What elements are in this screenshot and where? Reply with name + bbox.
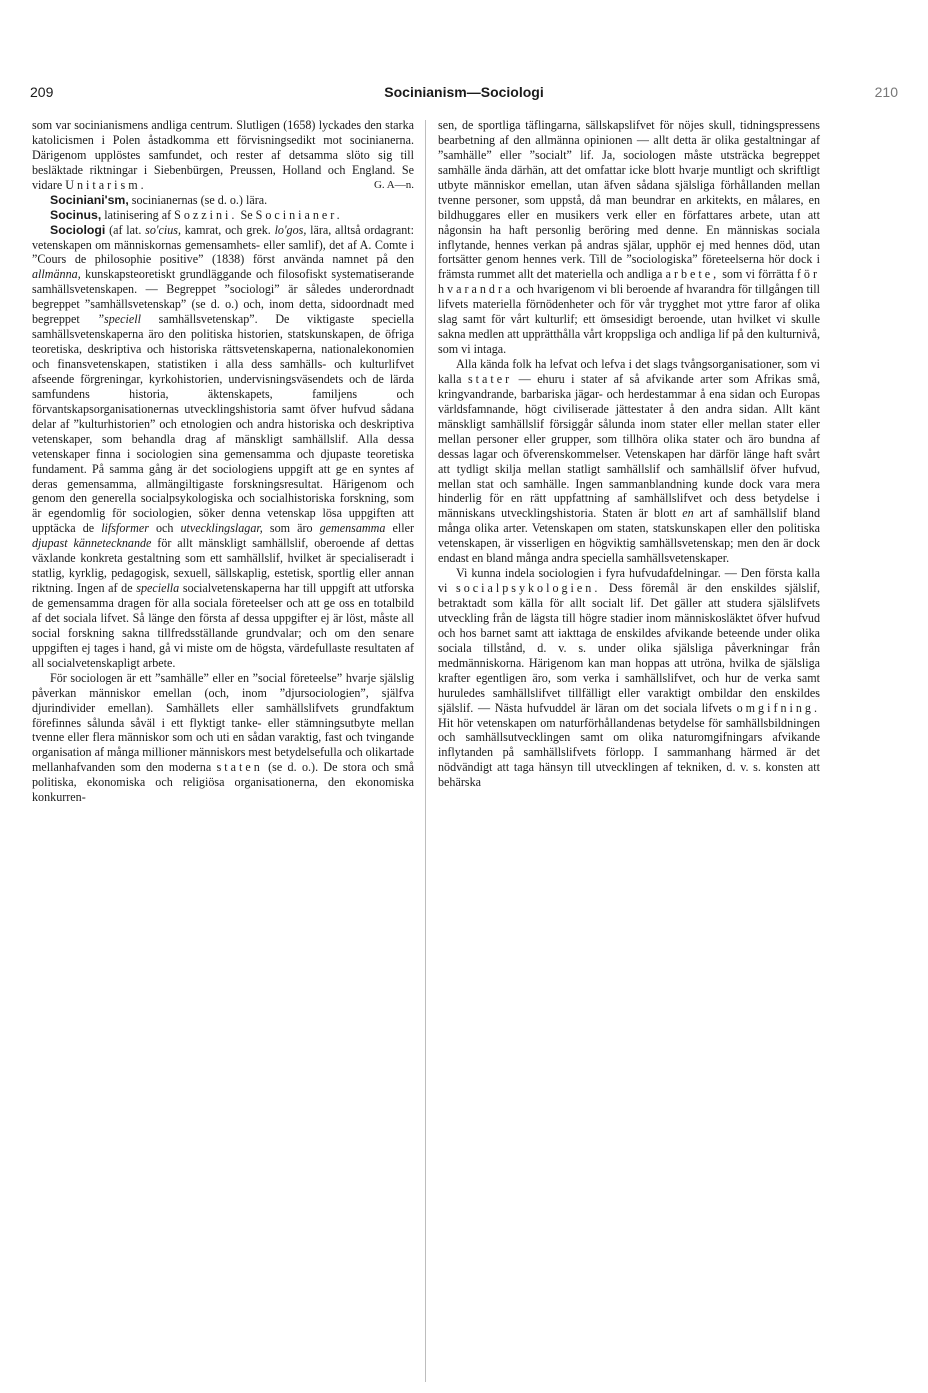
running-header	[30, 84, 898, 104]
text-run: stater	[467, 371, 513, 386]
paragraph-konkurrensen	[438, 118, 820, 357]
cross-reference: Socinianer.	[255, 207, 343, 222]
text-run: socialpsykologien.	[455, 581, 601, 596]
text-run: (se d. o.). De stora och små politiska, ekonomiska och religiösa organisationerna, den ekonomiska konkurren-	[32, 760, 414, 805]
running-title: Socinianism—Sociologi	[384, 84, 544, 100]
right-column	[438, 118, 820, 790]
entry-socinus	[32, 208, 414, 223]
text-run: socialvetenskaperna har till uppgift att utforska de gemensamma dragen för alla sociala företeelser och att ge oss en totalbild af det sociala lifvet. Så länge den första af dessa uppgifter ej är löst, måste all social forskning sakna tillfredsställande grundvalar; och om den senare uppgiften ej tages i hand, gå vi miste om de högsta, värdefullaste resultaten af all socialvetenskapligt arbete.	[32, 581, 414, 670]
column-divider	[425, 120, 426, 1382]
text-run: ”speciell	[97, 312, 141, 327]
text-run: Sozzini.	[174, 207, 238, 222]
text-run: eller	[385, 521, 414, 536]
entry-headword: Socinus,	[50, 207, 102, 222]
text-run: (af lat.	[105, 222, 146, 237]
paragraph-stater	[438, 357, 820, 566]
paragraph-samhalle	[32, 671, 414, 805]
text-run: Alla kända folk ha lefvat och lefva i det slags tvångsorganisationer, som vi kalla	[438, 357, 820, 386]
text-run: allmänna,	[32, 267, 81, 282]
text-run: omgifning.	[736, 700, 820, 715]
text-run: arbete,	[665, 267, 720, 282]
text-run: för hvarandra	[438, 267, 821, 297]
right-page-number: 210	[874, 84, 898, 100]
text-run: lära, alltså ordagrant: vetenskapen om människornas gemensamhets- eller samlif), det af A. Comte i ”Cours de philosophie positive” (1838) först använda namnet på den	[32, 222, 415, 267]
text-run: För sociologen är ett ”samhälle” eller en ”social företeelse” hvarje själslig påverkan människor emellan (och, inom ”djursociologien”, själfva djurindivider emellan). Samhällets eller samhällslifvets grundfaktum förefinnes sålunda såväl i ett flyktigt tanke- eller stämningsutbyte mellan tvenne eller flera människor som och uti en sådan varaktig, fast och tvingande organisation af många millioner människors mest betydelsefulla och olikartade mellanhafvanden som den moderna	[32, 670, 414, 775]
entry-sociologi	[32, 223, 414, 671]
author-signature: G. A—n.	[373, 178, 414, 191]
entry-headword: Sociniani'sm,	[50, 192, 129, 207]
text-run: lifsformer	[101, 521, 149, 536]
text-run: och hvarigenom vi bli beroende af hvarandra för tillgången till lifvets materiella förnödenheter och för vår trygghet mot yttre faror af olika slag samt för vårt kulturlif; ett ömsesidigt beroende, utan hvilket vi skulle sakna medlen att upprätthålla vårt kroppsliga och andliga lif på den kulturnivå, som vi intaga.	[438, 282, 820, 357]
socinianism-continuation	[32, 118, 414, 193]
text-run: en	[682, 506, 694, 521]
text-run: Se	[237, 207, 256, 222]
text-run: so'cius,	[145, 222, 181, 237]
text-run: kunskapsteoretiskt grundläggande och filosofiskt systematiserande samhällsvetenskapen. — Begreppet ”sociologi” är således underordnadt begreppet ”samhällsvetenskap” (se d. o.) och, inom detta, sidoordnadt med begreppet	[32, 267, 414, 327]
text-run: gemensamma	[319, 521, 386, 536]
text-run: speciella	[136, 581, 180, 596]
text-run: socinianernas (se d. o.) lära.	[128, 192, 268, 207]
text-run: Dess föremål är den enskildes själslif, betraktadt som källa för allt socialt lif. Det gäller att studera själslifvets utveckling från de lägsta till högre stadier inom människosläktet öfver hufvud och hos barnet samt att iakttaga de enskildes afvikande beteende under olika sociala tillstånd, d. v. s. under olika själsliga påverkningar från medmänniskorna. Härigenom kan man hoppas att utröna, hvilka de själsliga krafter egentligen äro, som verka i samhällslifvet, och hur de verka samt huruledes samhällslifvet tillfälligt eller varaktigt ombildar den enskildes själslif. — Nästa hufvuddel är läran om det sociala lifvets	[438, 581, 820, 715]
text-run: som vi förrätta	[719, 267, 797, 282]
text-run: lo'gos,	[274, 222, 307, 237]
entry-headword: Sociologi	[50, 222, 106, 237]
left-column	[32, 118, 414, 805]
text-run: Vi kunna indela sociologien i fyra hufvudafdelningar. — Den första kalla vi	[438, 566, 820, 596]
text-run: — ehuru i stater af så afvikande arter som Afrikas små, kringvandrande, barbariska jägar- och herdestammar å ena sidan och Europas världsfamnande, högt civiliserade jättestater å den andra sidan. Allt känt mänskligt samhällslif försiggår sålunda inom stater eller mellan stater eller mellan personer eller grupper, som tillhöra olika stater och äro bundna af dessas lagar och öfverenskommelser. Vetenskapen har därför länge haft svårt att tydligt skilja mellan statligt samhällslif och samhällslif öfver hufvud, mellan stat och samhälle. Ingen sammanblandning kunde dock vara mera hinderlig för en rätt uppfattning af samhällslifvet och dess betydelse i människans utvecklingshistoria. Staten är blott	[438, 371, 820, 521]
text-run: djupast kännetecknande	[32, 536, 152, 551]
text-run: och	[148, 521, 181, 536]
text-run: som var socinianismens andliga centrum. Slutligen (1658) lyckades den starka katolicismen i Polen åstadkomma ett förvisningsedikt mot socinianerna. Därigenom upplöstes samfundet, och rester af detsamma slöto sig till besläktade riktningar i Siebenbürgen, Preussen, Holland och England. Se vidare	[32, 118, 414, 192]
paragraph-indelning	[438, 566, 820, 790]
text-run: för allt mänskligt samhällslif, oberoende af dettas växlande konkreta gestaltning som ett samhällslif, hvilket är specialiseradt i statlig, kyrklig, pedagogisk, sexuell, sällskaplig, estetisk, sportlig eller annan riktning. Ingen af de	[32, 536, 414, 596]
text-run: kamrat, och grek.	[180, 222, 275, 237]
text-run: staten	[216, 760, 263, 775]
text-run: latinisering af	[101, 207, 175, 222]
text-run: utvecklingslagar,	[180, 521, 263, 536]
text-run: Hit hör vetenskapen om naturförhållandenas betydelse för samhällsbildningen och samhällsutvecklingen samt om olika naturomgifningars afvikande inflytanden på samhällslifvets förlopp. I sammanhang härmed är det nödvändigt att taga hänsyn till utvecklingen af tekniken, d. v. s. konsten att behärska	[438, 715, 820, 790]
text-run: sen, de sportliga täflingarna, sällskapslifvet för nöjes skull, tidningspressens bearbetning af den allmänna opinionen — allt detta är olika gestaltningar af ”samhälle” eller ”socialt” lif. Ja, sociologen måste utsträcka begreppet samhälle ända därhän, att det omfattar icke blott hvarje muntligt och skriftligt utbyte människor emellan, utan äfven sådana själsliga förhållanden mellan tvenne personer, som uppstå, då man beundrar en arkitekts, en målares, en bildhuggares eller en musikers verk eller en författares arbete, utan att någonsin ha haft personlig beröring med denne. En människas sociala inflytande, hennes verkan på andras själar, upphör ej med hennes död, utan fortsätter genom hennes verk. Till de ”sociologiska” företeelserna hör dock i främsta rummet allt det materiella och andliga	[438, 118, 820, 282]
entry-socinianism	[32, 193, 414, 208]
left-page-number: 209	[30, 84, 54, 100]
text-run: som äro	[262, 521, 320, 536]
text-run: art af samhällslif bland många olika arter. Vetenskapen om staten, statskunskapen eller den politiska vetenskapen, är visserligen en högviktig samhällsvetenskap; men den är dock endast en bland många andra speciella samhällsvetenskaper.	[438, 506, 820, 566]
cross-reference: Unitarism.	[65, 177, 147, 192]
text-run: samhällsvetenskap”. De viktigaste speciella samhällsvetenskaperna äro den politiska historien, statskunskapen, de öfriga teoretiska, deskriptiva och historiska rättsvetenskaperna, nationalekonomien och finansvetenskapen, statistiken i alla dess samhälls- och kulturlifvet afseende förgreningar, kyrkohistorien, undervisningsväsendets och de lärda samfundens historia, äktenskapets, familjens och förvantskapsorganisationernas utvecklingshistoria samt öfver hufvud sådana delar af ”kulturhistorien” och etnologien och andra historiska och deskriptiva vetenskaper, som behandla drag af mänskligt samhällslif. Alla dessa vetenskaper finna i sociologien sina gemensamma och djupaste teoretiska fundament. På samma gång är det sociologiens uppgift att ge en syntes af deras gemensamma, allmängiltigaste forskningsresultat. Härigenom och genom den generella socialpsykologiska och socialhistoriska forskning, som är egendomlig för sociologien, söker denna vetenskap lösa uppgiften att upptäcka de	[32, 312, 415, 536]
